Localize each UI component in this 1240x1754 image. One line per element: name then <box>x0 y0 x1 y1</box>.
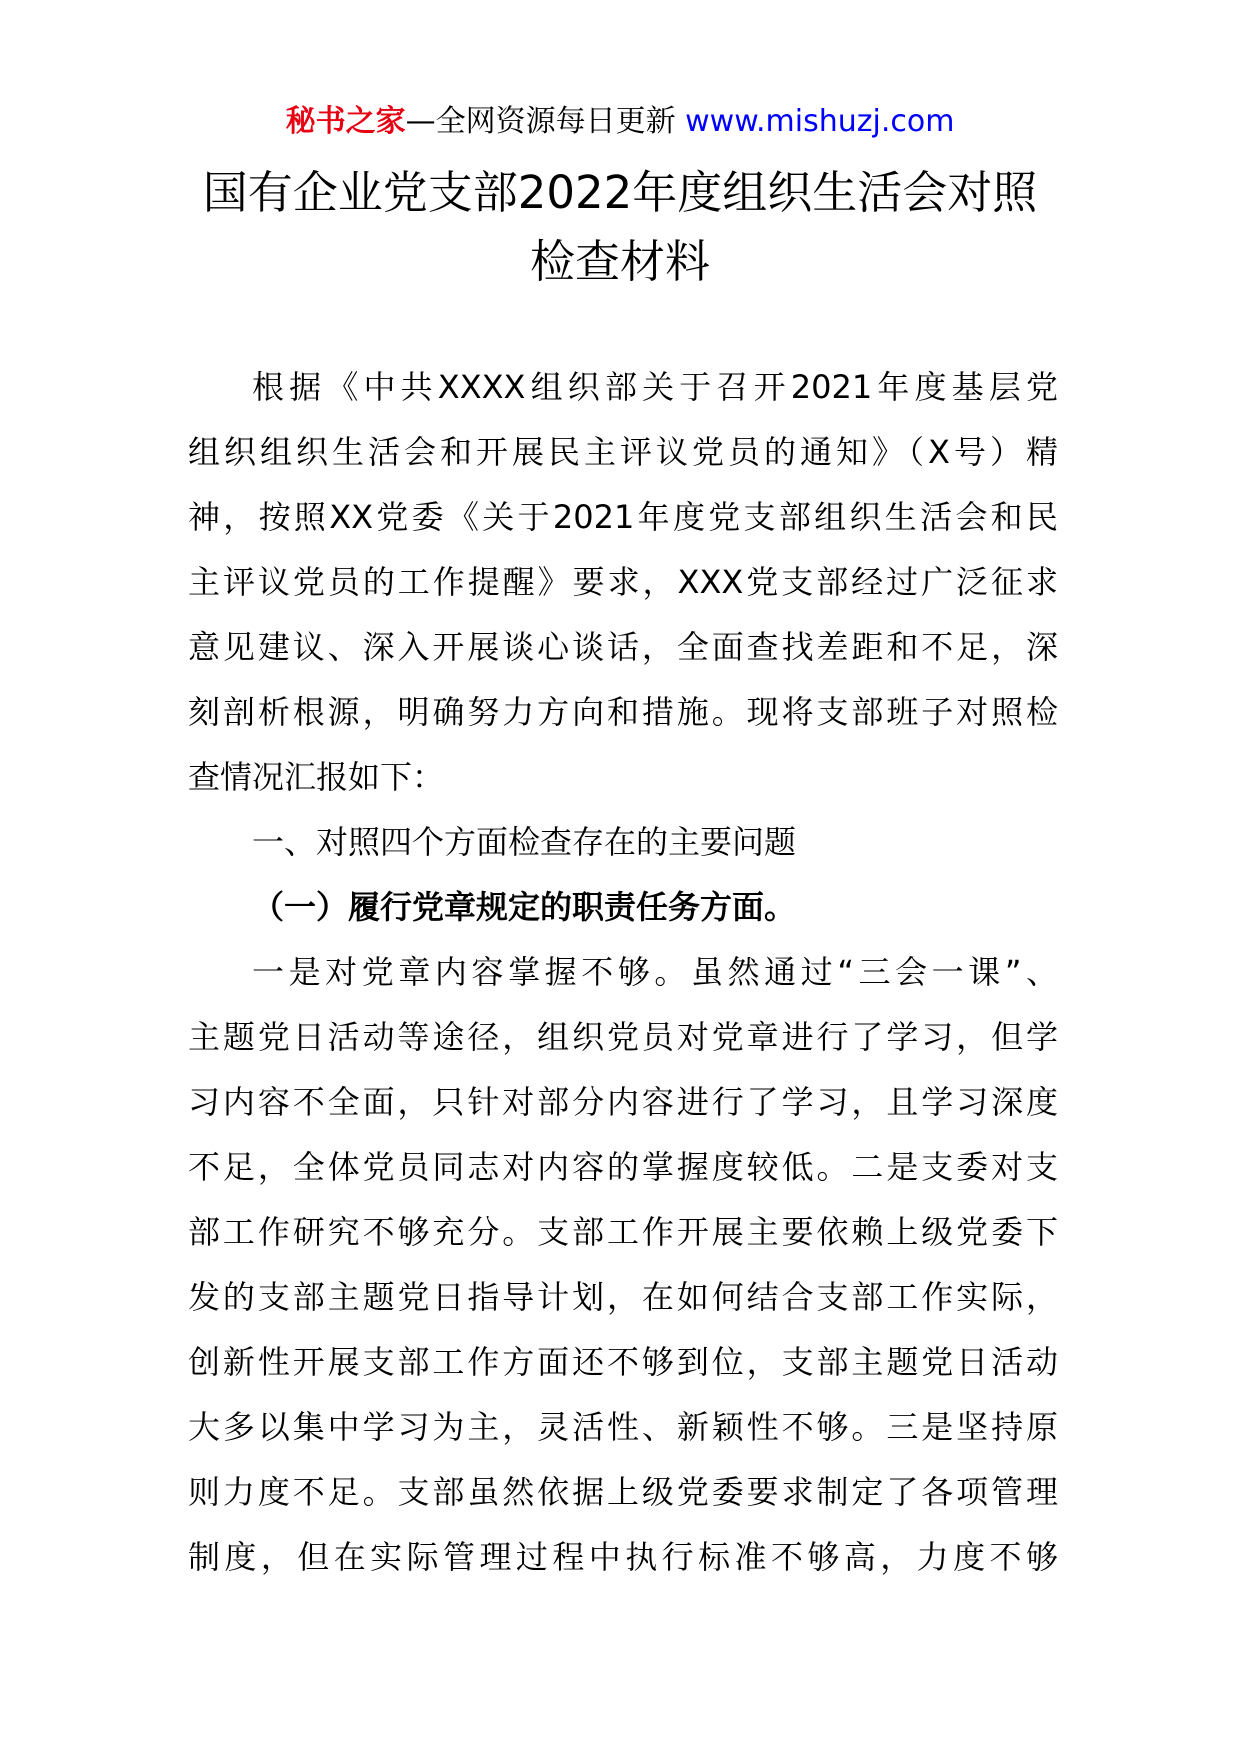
subsection-heading: （一）履行党章规定的职责任务方面。 <box>252 888 797 926</box>
paragraph-line: 主题党日活动等途径，组织党员对党章进行了学习，但学 <box>188 1018 1058 1056</box>
paragraph-line: 意见建议、深入开展谈心谈话，全面查找差距和不足，深 <box>188 628 1058 666</box>
brand-name: 秘书之家 <box>285 104 406 139</box>
paragraph-line: 制度，但在实际管理过程中执行标准不够高，力度不够 <box>188 1538 1058 1576</box>
site-url-link[interactable]: www.mishuzj.com <box>685 104 955 139</box>
paragraph-line: 主评议党员的工作提醒》要求，XXX党支部经过广泛征求 <box>188 563 1058 601</box>
header-slogan: —全网资源每日更新 <box>405 104 686 139</box>
paragraph-line: 创新性开展支部工作方面还不够到位，支部主题党日活动 <box>188 1343 1058 1381</box>
document-title-line-1: 国有企业党支部2022年度组织生活会对照 <box>202 166 1038 219</box>
document-title-line-2: 检查材料 <box>529 235 710 288</box>
paragraph-line: 根据《中共XXXX组织部关于召开2021年度基层党 <box>252 368 1058 406</box>
site-header <box>0 102 1240 142</box>
paragraph-line: 习内容不全面，只针对部分内容进行了学习，且学习深度 <box>188 1083 1058 1121</box>
paragraph-line: 一是对党章内容掌握不够。虽然通过“三会一课”、 <box>252 953 1058 991</box>
paragraph-line: 则力度不足。支部虽然依据上级党委要求制定了各项管理 <box>188 1473 1058 1511</box>
paragraph-line: 大多以集中学习为主，灵活性、新颖性不够。三是坚持原 <box>188 1408 1058 1446</box>
paragraph-line: 部工作研究不够充分。支部工作开展主要依赖上级党委下 <box>188 1213 1058 1251</box>
paragraph-line: 查情况汇报如下： <box>188 758 445 796</box>
document-body <box>188 355 1058 1590</box>
paragraph-line: 不足，全体党员同志对内容的掌握度较低。二是支委对支 <box>188 1148 1058 1186</box>
paragraph-line: 组织组织生活会和开展民主评议党员的通知》（X号）精 <box>188 433 1058 471</box>
paragraph-line: 神，按照XX党委《关于2021年度党支部组织生活会和民 <box>188 498 1058 536</box>
paragraph-line: 发的支部主题党日指导计划，在如何结合支部工作实际， <box>188 1278 1058 1316</box>
section-heading: 一、对照四个方面检查存在的主要问题 <box>252 823 797 861</box>
paragraph-line: 刻剖析根源，明确努力方向和措施。现将支部班子对照检 <box>188 693 1058 731</box>
